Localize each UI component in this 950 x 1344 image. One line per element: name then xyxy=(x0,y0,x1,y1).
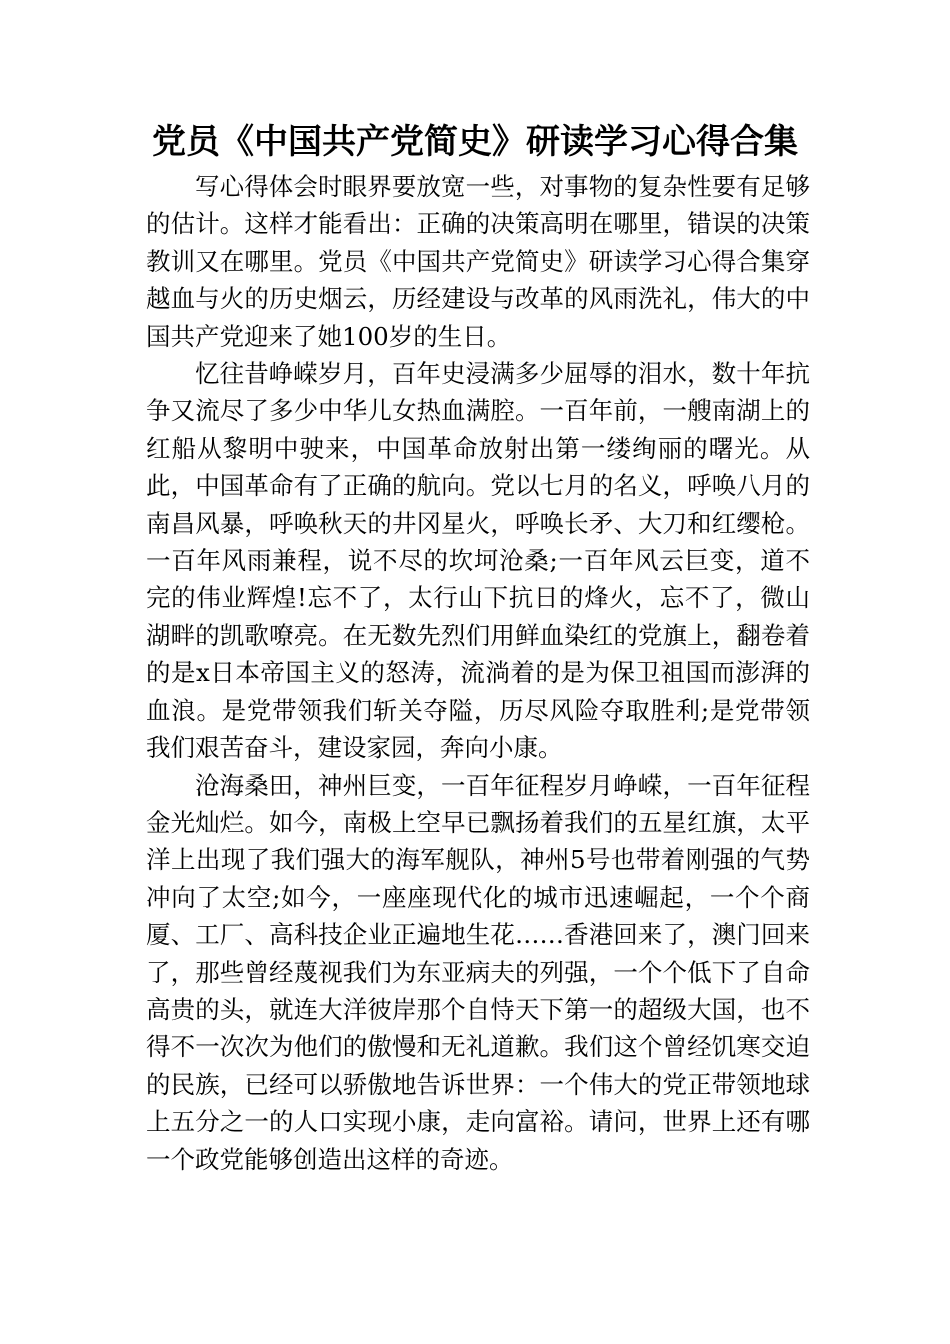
document-title: 党员《中国共产党简史》研读学习心得合集 xyxy=(152,122,798,162)
paragraph-2: 忆往昔峥嵘岁月，百年史浸满多少屈辱的泪水，数十年抗争又流尽了多少中华儿女热血满腔。一百年前，一艘南湖上的红船从黎明中驶来，中国革命放射出第一缕绚丽的曙光。从此，中国革命有了正确的航向。党以七月的名义，呼唤八月的南昌风暴，呼唤秋天的井冈星火，呼唤长矛、大刀和红缨枪。一百年风雨兼程，说不尽的坎坷沧桑;一百年风云巨变，道不完的伟业辉煌!忘不了，太行山下抗日的烽火，忘不了，微山湖畔的凯歌嘹亮。在无数先烈们用鲜血染红的党旗上，翻卷着的是x日本帝国主义的怒涛，流淌着的是为保卫祖国而澎湃的血浪。是党带领我们斩关夺隘，历尽风险夺取胜利;是党带领我们艰苦奋斗，建设家园，奔向小康。 xyxy=(146,359,810,763)
paragraph-1: 写心得体会时眼界要放宽一些，对事物的复杂性要有足够的估计。这样才能看出：正确的决策高明在哪里，错误的决策教训又在哪里。党员《中国共产党简史》研读学习心得合集穿越血与火的历史烟云，历经建设与改革的风雨洗礼，伟大的中国共产党迎来了她100岁的生日。 xyxy=(146,172,810,351)
document-body xyxy=(146,168,810,1178)
paragraph-3: 沧海桑田，神州巨变，一百年征程岁月峥嵘，一百年征程金光灿烂。如今，南极上空早已飘扬着我们的五星红旗，太平洋上出现了我们强大的海军舰队，神州5号也带着刚强的气势冲向了太空;如今，一座座现代化的城市迅速崛起，一个个商厦、工厂、高科技企业正遍地生花……香港回来了，澳门回来了，那些曾经蔑视我们为东亚病夫的列强，一个个低下了自命高贵的头，就连大洋彼岸那个自恃天下第一的超级大国，也不得不一次次为他们的傲慢和无礼道歉。我们这个曾经饥寒交迫的民族，已经可以骄傲地告诉世界：一个伟大的党正带领地球上五分之一的人口实现小康，走向富裕。请问，世界上还有哪一个政党能够创造出这样的奇迹。 xyxy=(146,770,810,1174)
